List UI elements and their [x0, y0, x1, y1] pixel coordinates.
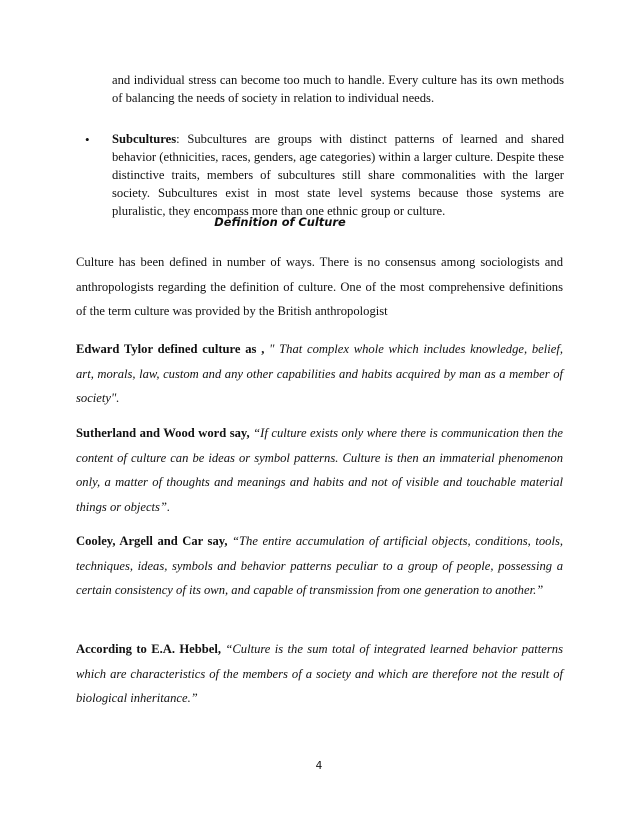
bullet-marker: • [85, 132, 90, 147]
definition-cooley [76, 529, 563, 603]
definition-quote: “Culture is the sum total of integrated learned behavior patterns which are characteristics of the members of a society and which are therefore not the result of biological inheritance.” [76, 642, 563, 705]
page-number: 4 [315, 760, 323, 772]
definition-author: Edward Tylor defined culture as , [76, 342, 265, 356]
continuation-paragraph: and individual stress can become too much to handle. Every culture has its own methods of balancing the needs of society in relation to individual needs. [112, 73, 564, 105]
definition-author: Sutherland and Wood word say, [76, 426, 250, 440]
definition-sutherland-wood [76, 421, 563, 519]
definition-author: Cooley, Argell and Car say, [76, 534, 228, 548]
definition-tylor [76, 337, 563, 411]
definition-hebbel [76, 637, 563, 711]
definition-quote: " That complex whole which includes knowledge, belief, art, morals, law, custom and any other capabilities and habits acquired by man as a member of society". [76, 342, 563, 405]
definition-author: According to E.A. Hebbel, [76, 642, 221, 656]
intro-paragraph: Culture has been defined in number of ways. There is no consensus among sociologists and anthropologists regarding the definition of culture. One of the most comprehensive definitions of the term culture was provided by the British anthropologist [76, 255, 563, 318]
subcultures-description: : Subcultures are groups with distinct patterns of learned and shared behavior (ethnicities, races, genders, age categories) within a larger culture. Despite these distinctive traits, members of subcultures still share commonalities with the larger society. Subcultures exist in most state level systems because those systems are pluralistic, they encompass more than one ethnic group or culture. [112, 132, 564, 218]
subcultures-term: Subcultures [112, 132, 177, 146]
definition-quote: “If culture exists only where there is communication then the content of culture can be ideas or symbol patterns. Culture is then an immaterial phenomenon only, a matter of thoughts and meanings and habits and not of visible and touchable material things or objects”. [76, 426, 563, 514]
subcultures-bullet-item [112, 130, 564, 220]
definition-quote: “The entire accumulation of artificial objects, conditions, tools, techniques, ideas, symbols and behavior patterns peculiar to a group of people, possessing a certain consistency of its own, and capable of transmission from one generation to another.” [76, 534, 563, 597]
section-heading: Definition of Culture [214, 215, 346, 229]
